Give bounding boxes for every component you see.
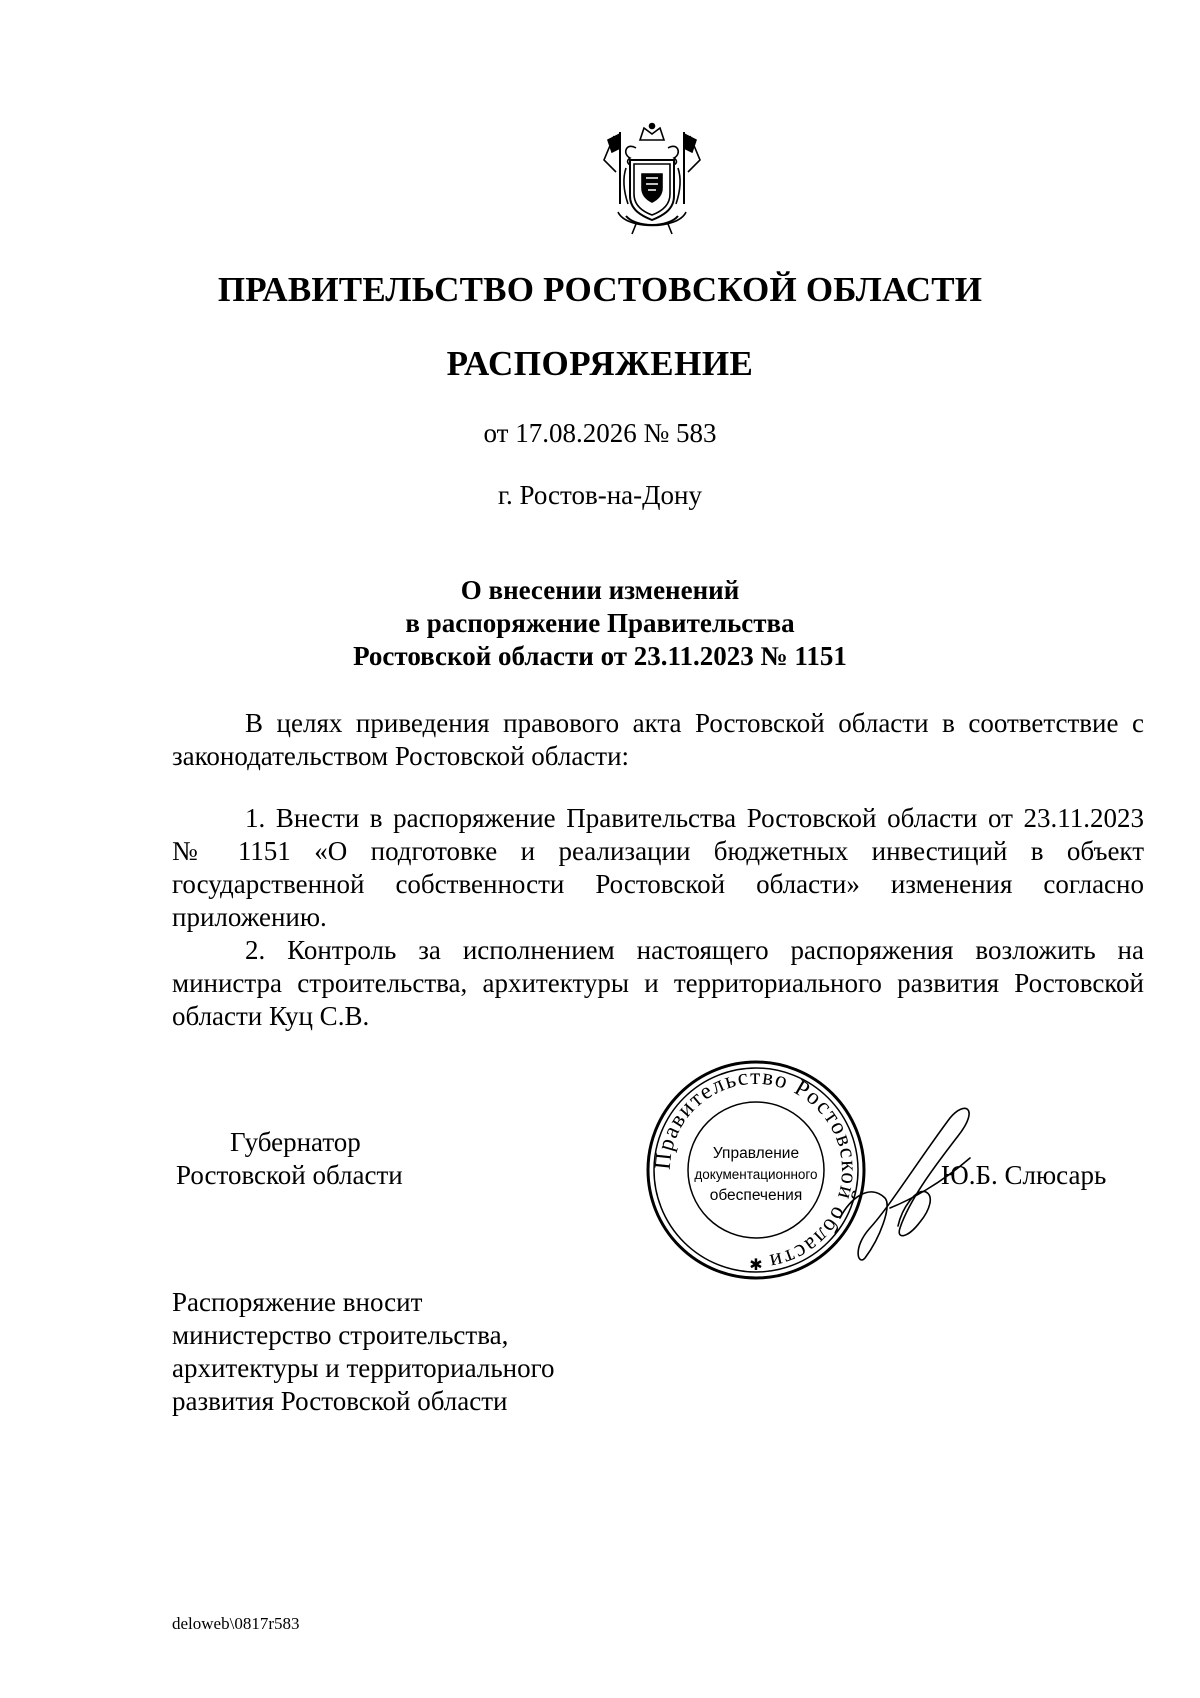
subject-line: Ростовской области от 23.11.2023 № 1151	[353, 641, 847, 671]
stamp-ring-text: Правительство Ростовской области	[649, 1063, 863, 1276]
signatory-title-line: Ростовской области	[176, 1160, 403, 1190]
introduced-by-block	[172, 1286, 672, 1418]
order-item: 1. Внести в распоряжение Правительства Ростовской области от 23.11.2023 № 1151 «О подготовке и реализации бюджетных инвестиций в объект государственной собственности Ростовской области» изменения согласно приложению.	[172, 803, 1144, 932]
subject-line: О внесении изменений	[460, 575, 740, 605]
document-city: г. Ростов-на-Дону	[497, 480, 702, 510]
introducer-line: развития Ростовской области	[172, 1386, 508, 1416]
stamp-center-line: документационного	[694, 1167, 818, 1182]
stamp-star-icon: ✱	[749, 1257, 763, 1274]
order-items	[172, 802, 1144, 1033]
signatory-title-line: Губернатор	[230, 1127, 361, 1157]
signatory-name: Ю.Б. Слюсарь	[941, 1160, 1107, 1190]
subject-line: в распоряжение Правительства	[405, 608, 795, 638]
organization-title: ПРАВИТЕЛЬСТВО РОСТОВСКОЙ ОБЛАСТИ	[217, 270, 983, 309]
document-date-number: от 17.08.2026 № 583	[483, 418, 717, 448]
file-reference: deloweb\0817r583	[172, 1614, 300, 1633]
introducer-line: Распоряжение вносит	[172, 1287, 423, 1317]
stamp-center-line: Управление	[712, 1145, 800, 1162]
stamp-center-line: обеспечения	[709, 1187, 803, 1204]
preamble-text: В целях приведения правового акта Ростовской области в соответствие с законодательством Ростовской области:	[172, 708, 1144, 771]
document-type: РАСПОРЯЖЕНИЕ	[446, 344, 754, 383]
introducer-line: министерство строительства,	[172, 1320, 509, 1350]
rostov-oblast-coat-of-arms-icon	[596, 118, 708, 236]
order-item: 2. Контроль за исполнением настоящего распоряжения возложить на министра строительства, архитектуры и территориального развития Ростовской области Куц С.В.	[172, 935, 1144, 1031]
preamble-paragraph	[172, 707, 1144, 773]
introducer-line: архитектуры и территориального	[172, 1353, 555, 1383]
signatory-title	[176, 1126, 436, 1192]
document-subject	[0, 574, 1200, 673]
